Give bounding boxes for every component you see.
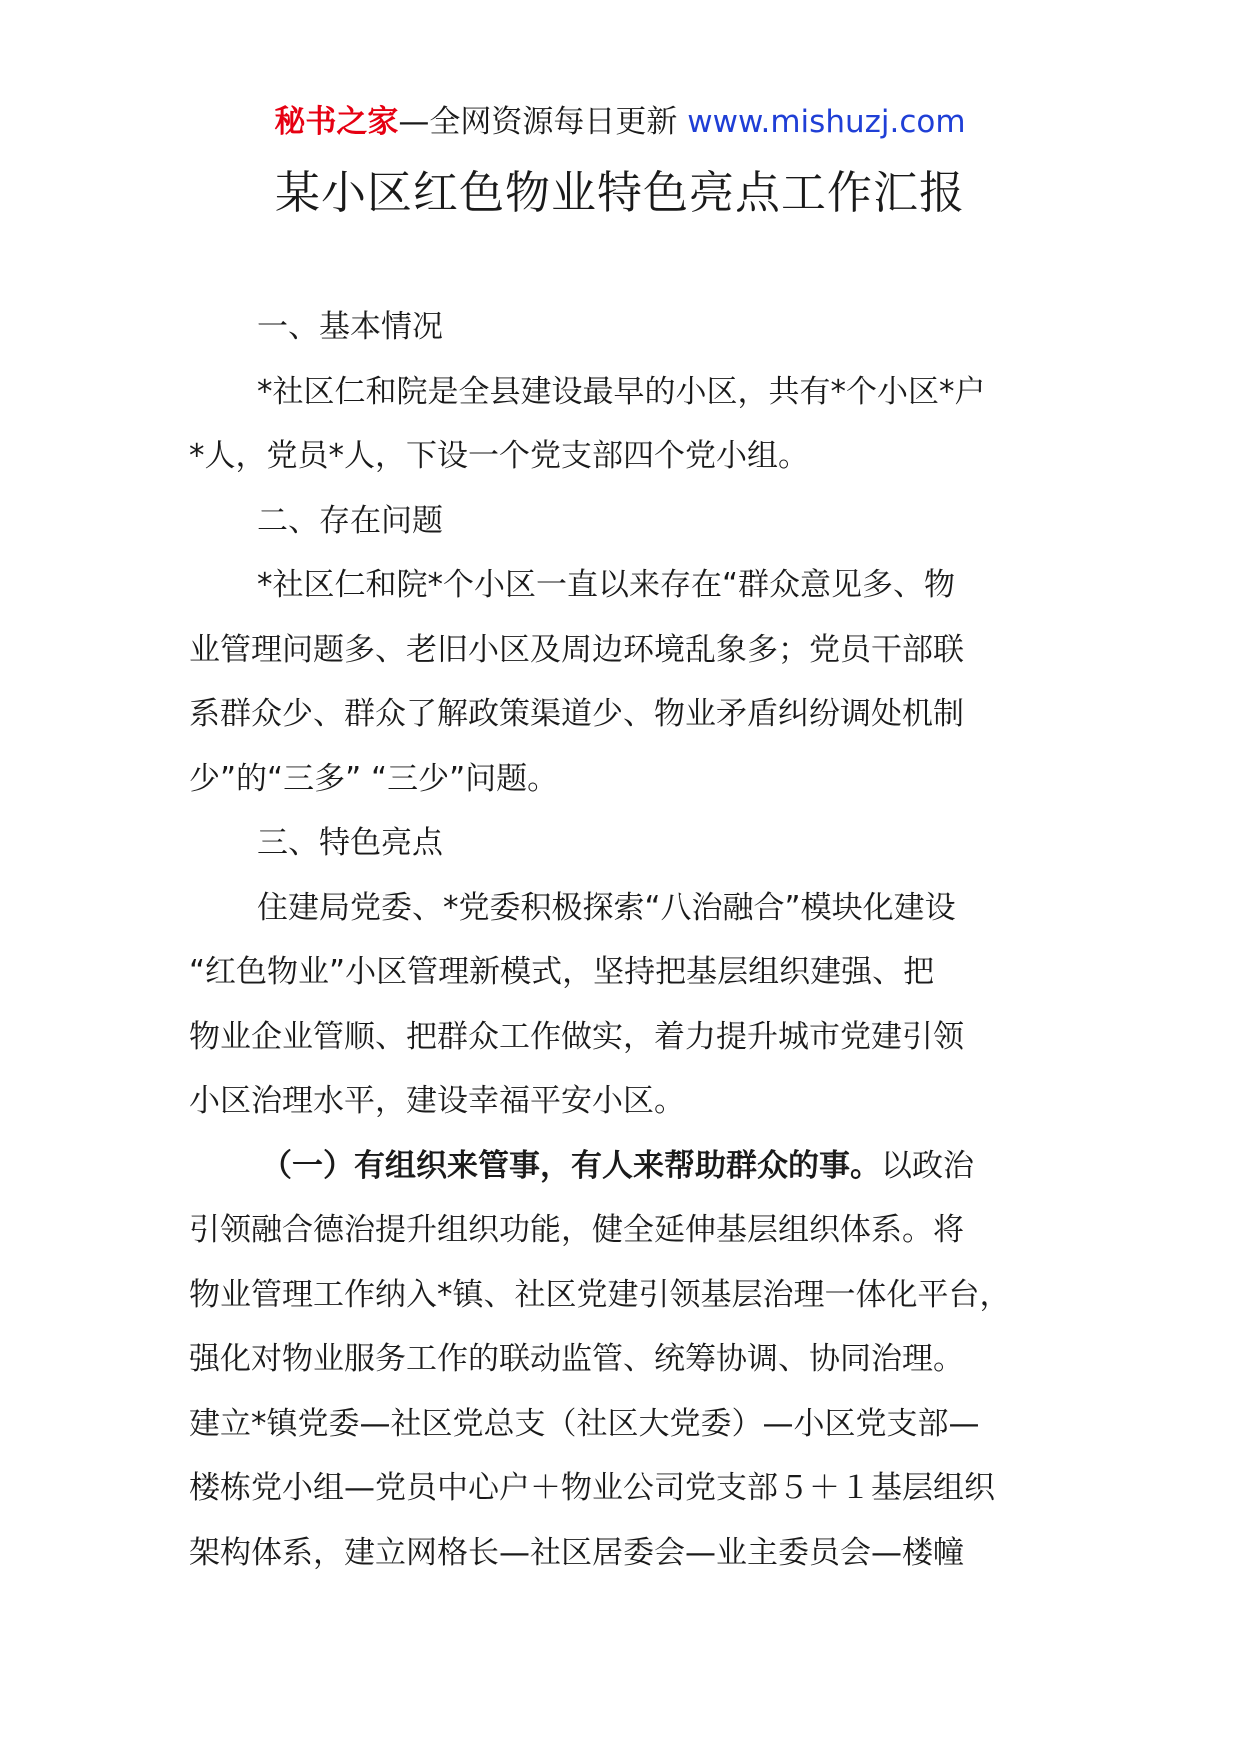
subsection-paragraph-start (189, 1134, 1064, 1199)
subsection-heading: （一）有组织来管事，有人来帮助群众的事。 (261, 1147, 881, 1184)
site-url-link[interactable]: www.mishuzj.com (687, 104, 966, 140)
document-body (189, 295, 1064, 1585)
paragraph-line: 物业企业管顺、把群众工作做实，着力提升城市党建引领 (189, 1018, 964, 1055)
paragraph-line: 物业管理工作纳入*镇、社区党建引领基层治理一体化平台， (189, 1276, 1011, 1313)
paragraph-line: 业管理问题多、老旧小区及周边环境乱象多；党员干部联 (189, 631, 964, 668)
section-heading-problems: 二、存在问题 (257, 502, 443, 539)
section-heading-highlights: 三、特色亮点 (257, 825, 443, 861)
header-tagline: —全网资源每日更新 (398, 104, 688, 140)
paragraph-text: 以政治 (881, 1147, 974, 1184)
document-title: 某小区红色物业特色亮点工作汇报 (274, 166, 965, 219)
site-header (0, 100, 1240, 144)
brand-name: 秘书之家 (274, 104, 399, 140)
paragraph-line: *人，党员*人，下设一个党支部四个党小组。 (189, 438, 809, 474)
paragraph-line: 架构体系，建立网格长—社区居委会—业主委员会—楼幢 (189, 1534, 964, 1571)
paragraph-line: 系群众少、群众了解政策渠道少、物业矛盾纠纷调处机制 (189, 696, 964, 732)
paragraph-line: 建立*镇党委—社区党总支（社区大党委）—小区党支部— (189, 1405, 980, 1442)
paragraph-line: *社区仁和院是全县建设最早的小区，共有*个小区*户 (257, 373, 986, 410)
paragraph-line: 小区治理水平，建设幸福平安小区。 (189, 1083, 685, 1119)
paragraph-line: 少”的“三多” “三少”问题。 (189, 760, 559, 797)
paragraph-line: 强化对物业服务工作的联动监管、统筹协调、协同治理。 (189, 1341, 964, 1377)
section-heading-basic: 一、基本情况 (257, 309, 443, 345)
paragraph-line: “红色物业”小区管理新模式，坚持把基层组织建强、把 (189, 954, 935, 990)
paragraph-line: 住建局党委、*党委积极探索“八治融合”模块化建设 (257, 889, 956, 926)
paragraph-line: 楼栋党小组—党员中心户＋物业公司党支部５＋１基层组织 (189, 1470, 995, 1506)
paragraph-line: *社区仁和院*个小区一直以来存在“群众意见多、物 (257, 567, 956, 603)
paragraph-line: 引领融合德治提升组织功能，健全延伸基层组织体系。将 (189, 1212, 964, 1248)
